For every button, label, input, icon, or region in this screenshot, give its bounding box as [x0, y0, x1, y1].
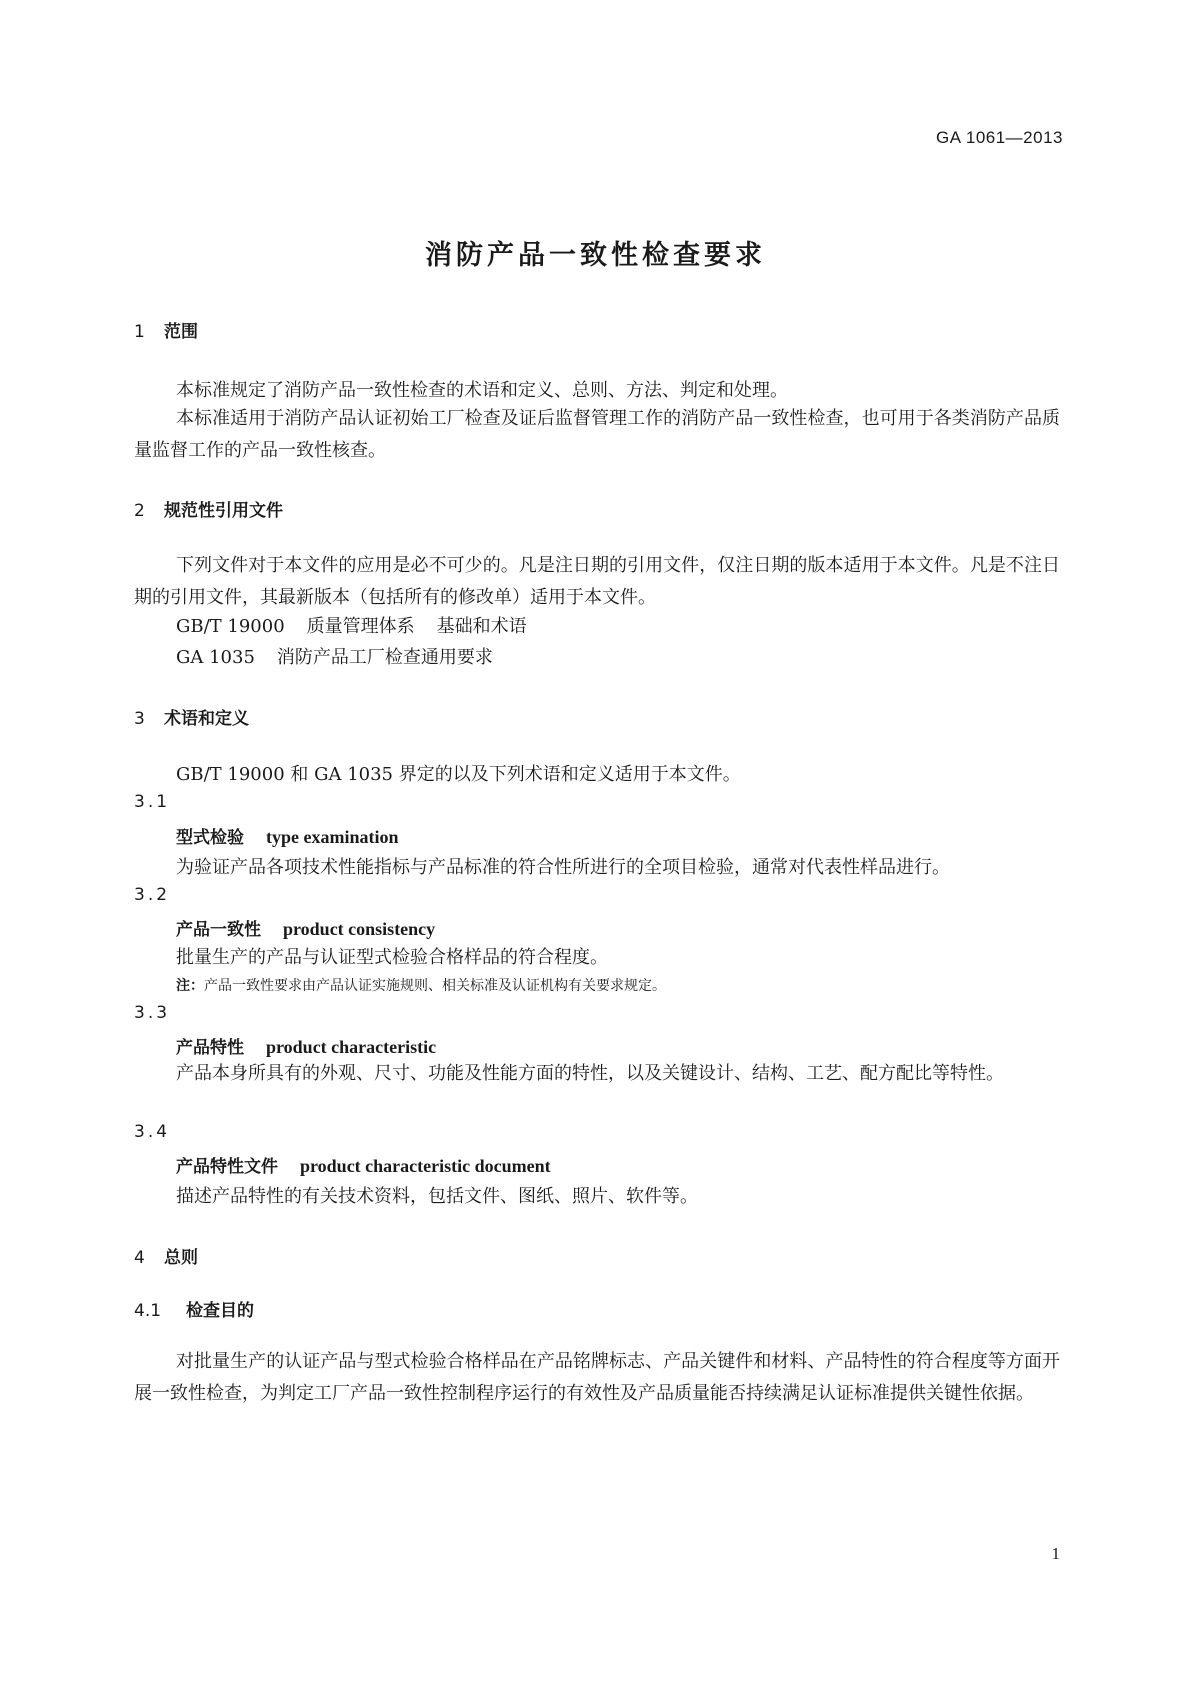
note-label: 注： [176, 978, 204, 994]
reference-item [176, 612, 527, 638]
s1-paragraph-2: 本标准适用于消防产品认证初始工厂检查及证后监督管理工作的消防产品一致性检查，也可用于各类消防产品质量监督工作的产品一致性核查。 [134, 408, 1060, 461]
subsection-title: 检查目的 [186, 1301, 254, 1321]
section-number: 3 [134, 709, 145, 729]
term-number: 3.4 [134, 1122, 171, 1142]
term-cn: 产品一致性 [176, 920, 261, 940]
term-cn: 产品特性文件 [176, 1157, 278, 1177]
term-definition: 批量生产的产品与认证型式检验合格样品的符合程度。 [176, 947, 608, 968]
reference-name-2: 基础和术语 [436, 616, 527, 637]
section-number: 1 [134, 322, 145, 342]
term-number: 3.1 [134, 792, 171, 812]
term-number: 3.3 [134, 1003, 171, 1023]
reference-name: 质量管理体系 [306, 616, 415, 637]
section-number: 2 [134, 501, 145, 521]
note-text: 产品一致性要求由产品认证实施规则、相关标准及认证机构有关要求规定。 [204, 978, 666, 994]
section-3-heading [134, 704, 249, 729]
section-title: 范围 [164, 322, 198, 342]
section-1-heading [134, 317, 198, 342]
subsection-number: 4.1 [134, 1301, 162, 1321]
s1-paragraph-1: 本标准规定了消防产品一致性检查的术语和定义、总则、方法、判定和处理。 [176, 380, 788, 401]
term-note [176, 975, 666, 995]
term-cn: 型式检验 [176, 828, 244, 848]
reference-code: GA 1035 [176, 647, 255, 668]
term-cn: 产品特性 [176, 1038, 244, 1058]
reference-name: 消防产品工厂检查通用要求 [276, 647, 493, 668]
term-heading [176, 1152, 551, 1177]
page-number: 1 [1051, 1544, 1060, 1563]
term-heading [176, 915, 435, 940]
document-title: 消防产品一致性检查要求 [425, 240, 766, 271]
term-heading [176, 1033, 436, 1058]
section-2-heading [134, 496, 283, 521]
term-en: product characteristic document [300, 1156, 551, 1176]
s2-paragraph-1: 下列文件对于本文件的应用是必不可少的。凡是注日期的引用文件，仅注日期的版本适用于本文件。凡是不注日期的引用文件，其最新版本（包括所有的修改单）适用于本文件。 [134, 555, 1060, 608]
term-heading [176, 823, 399, 848]
subsection-4-1-heading [134, 1296, 254, 1321]
reference-code: GB/T 19000 [176, 616, 285, 637]
section-title: 术语和定义 [164, 709, 249, 729]
term-en: type examination [266, 827, 399, 847]
section-4-heading [134, 1243, 198, 1268]
section-title: 规范性引用文件 [164, 501, 283, 521]
s4-1-paragraph: 对批量生产的认证产品与型式检验合格样品在产品铭牌标志、产品关键件和材料、产品特性的符合程度等方面开展一致性检查，为判定工厂产品一致性控制程序运行的有效性及产品质量能否持续满足认证标准提供关键性依据。 [134, 1351, 1060, 1404]
s3-intro: GB/T 19000 和 GA 1035 界定的以及下列术语和定义适用于本文件。 [176, 764, 741, 785]
term-definition: 描述产品特性的有关技术资料，包括文件、图纸、照片、软件等。 [176, 1186, 698, 1207]
term-definition: 产品本身所具有的外观、尺寸、功能及性能方面的特性，以及关键设计、结构、工艺、配方配比等特性。 [176, 1063, 1004, 1084]
term-en: product consistency [283, 919, 436, 939]
term-en: product characteristic [266, 1037, 437, 1057]
section-number: 4 [134, 1248, 145, 1268]
section-title: 总则 [164, 1248, 198, 1268]
term-definition: 为验证产品各项技术性能指标与产品标准的符合性所进行的全项目检验，通常对代表性样品进行。 [176, 857, 950, 878]
standard-number: GA 1061—2013 [936, 128, 1063, 147]
reference-item [176, 643, 493, 669]
term-number: 3.2 [134, 885, 171, 905]
